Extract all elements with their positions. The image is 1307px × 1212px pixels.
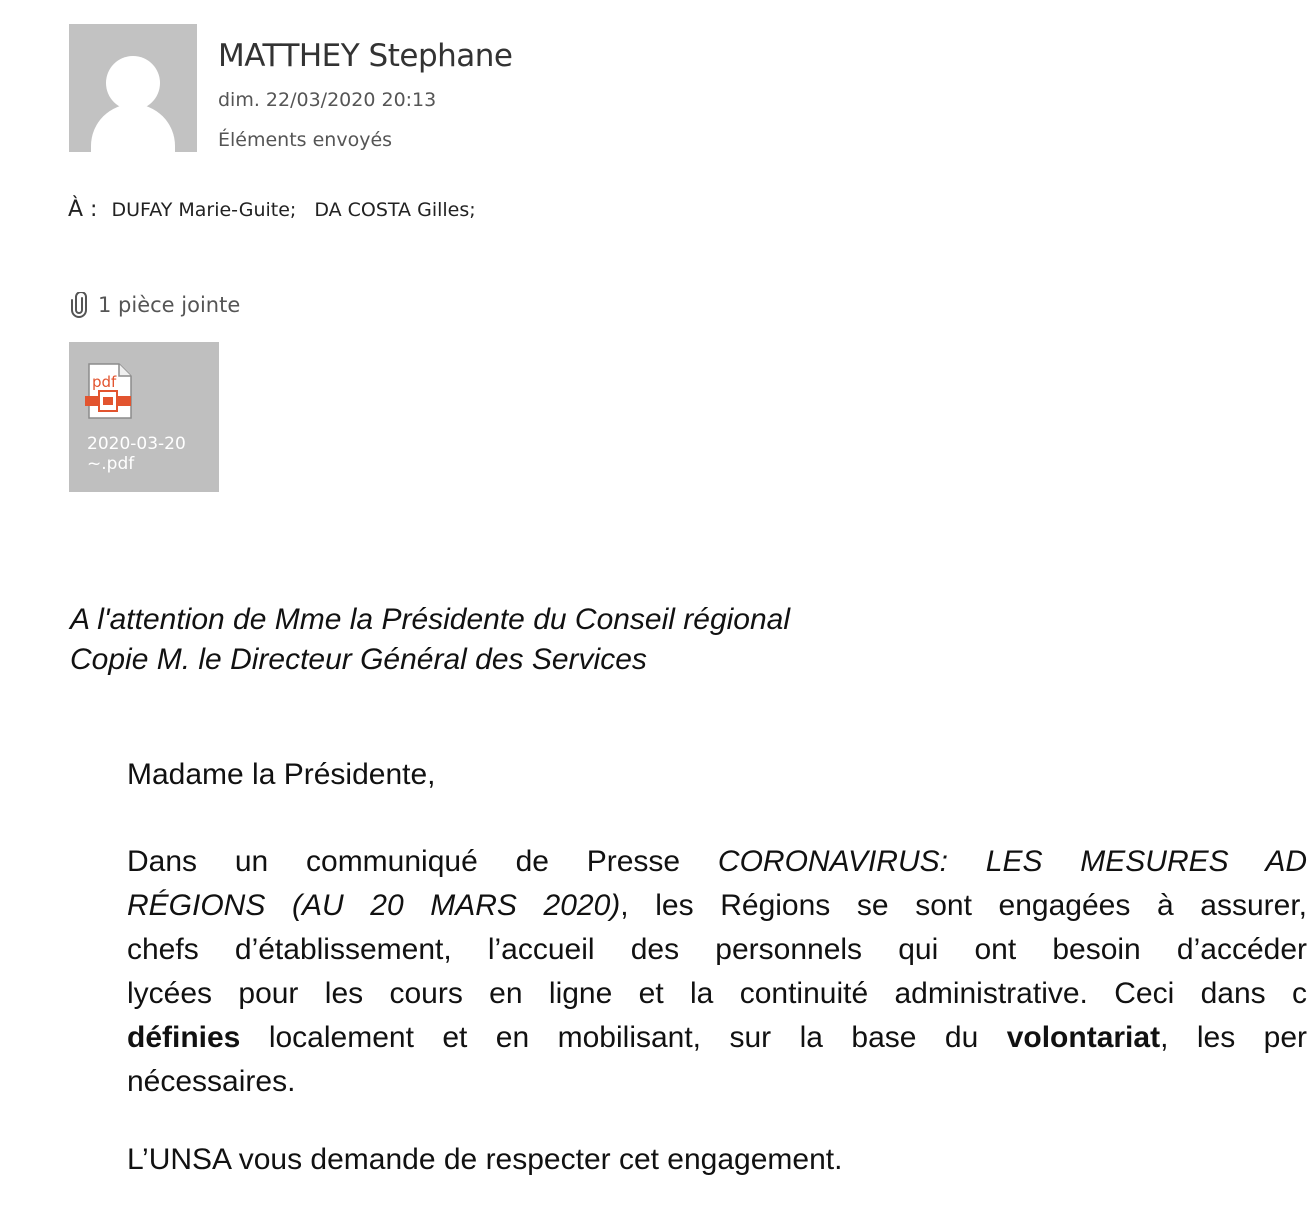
recipient-1[interactable]: DUFAY Marie-Guite; <box>111 199 297 221</box>
attachment-name-line2: ~.pdf <box>87 454 135 474</box>
recipient-2[interactable]: DA COSTA Gilles; <box>314 199 476 221</box>
message-greeting: Madame la Présidente, <box>127 758 436 791</box>
message-header-line2: Copie M. le Directeur Général des Services <box>70 643 647 676</box>
paragraph-line: nécessaires. <box>127 1065 296 1098</box>
folder-name: Éléments envoyés <box>218 129 393 151</box>
text-run: , les Régions se sont engagées à assurer, <box>620 889 1307 922</box>
paperclip-icon <box>70 292 88 318</box>
paragraph-line <box>127 1016 1307 1060</box>
sender-name[interactable]: MATTHEY Stephane <box>218 38 513 74</box>
text-run-italic: RÉGIONS (AU 20 MARS 2020) <box>127 889 621 922</box>
attachment-name <box>87 434 212 474</box>
paragraph-line <box>127 884 1307 928</box>
sent-date: dim. 22/03/2020 20:13 <box>218 89 437 111</box>
pdf-file-icon <box>85 362 135 420</box>
avatar-head-shape <box>106 56 160 110</box>
attachment-tile[interactable] <box>69 342 219 492</box>
message-closing: L’UNSA vous demande de respecter cet engagement. <box>127 1143 843 1176</box>
message-header-line1: A l'attention de Mme la Présidente du Conseil régional <box>70 603 791 636</box>
text-run: Dans un communiqué de Presse <box>127 845 718 878</box>
to-label: À : <box>68 197 98 222</box>
attachment-count-row <box>70 292 240 318</box>
attachment-name-line1: 2020-03-20 <box>87 434 186 454</box>
text-run-bold: définies <box>127 1021 241 1054</box>
message-paragraph-1 <box>127 840 1307 1104</box>
attachment-count: 1 pièce jointe <box>98 293 241 317</box>
avatar-body-shape <box>91 104 175 152</box>
text-run-bold: volontariat <box>1006 1021 1161 1054</box>
pdf-icon-text: pdf <box>92 373 117 391</box>
recipients-row <box>68 197 494 222</box>
paragraph-line <box>127 840 1307 884</box>
sender-avatar[interactable] <box>69 24 197 152</box>
message-header <box>70 600 790 680</box>
text-run: , les per <box>1160 1021 1307 1054</box>
paragraph-line: chefs d’établissement, l’accueil des personnels qui ont besoin d’accéder <box>127 933 1307 966</box>
paragraph-line: lycées pour les cours en ligne et la continuité administrative. Ceci dans c <box>127 977 1307 1010</box>
text-run-italic: CORONAVIRUS: LES MESURES AD <box>717 845 1307 878</box>
text-run: localement et en mobilisant, sur la base du <box>240 1021 1007 1054</box>
